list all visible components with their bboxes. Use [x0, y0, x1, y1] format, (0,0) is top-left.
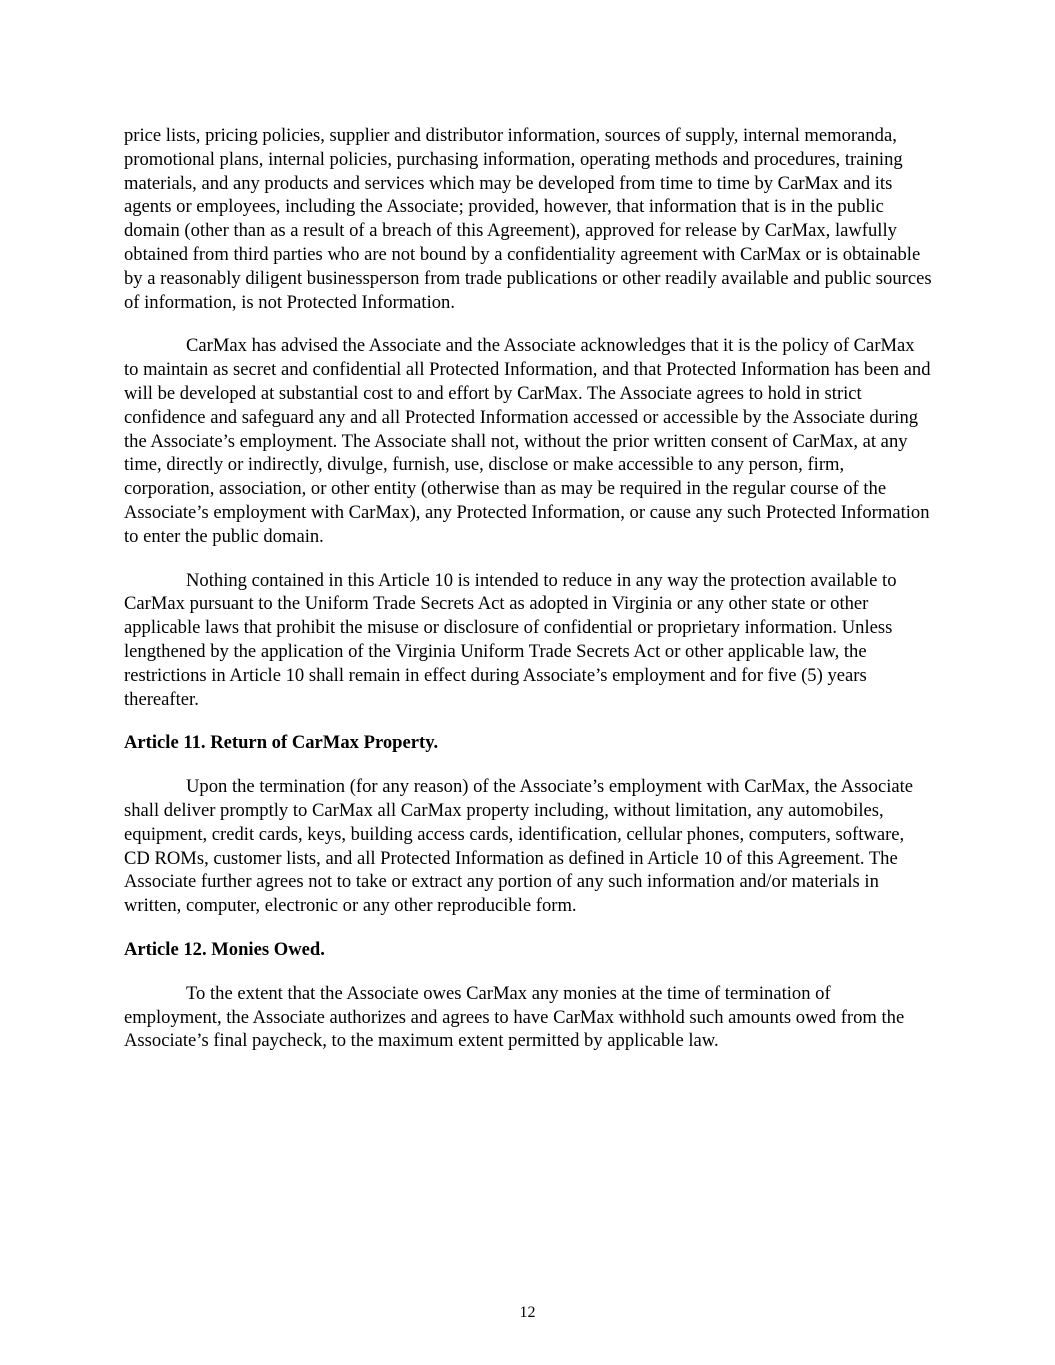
paragraph-confidentiality-policy: CarMax has advised the Associate and the Associate acknowledges that it is the policy of CarMax to maintain as secret and confidential all Protected Information, and that Protected Information has been and will be developed at substantial cost to and effort by CarMax. The Associate agrees to hold in strict confidence and safeguard any and all Protected Information accessed or accessible by the Associate during the Associate’s employment. The Associate shall not, without the prior written consent of CarMax, at any time, directly or indirectly, divulge, furnish, use, disclose or make accessible to any person, firm, corporation, association, or other entity (otherwise than as may be required in the regular course of the Associate’s employment with CarMax), any Protected Information, or cause any such Protected Information to enter the public domain.: [124, 335, 931, 547]
paragraph-protected-information-definition: price lists, pricing policies, supplier and distributor information, sources of supply, internal memoranda, promotional plans, internal policies, purchasing information, operating methods and procedures, training materials, and any products and services which may be developed from time to time by CarMax and its agents or employees, including the Associate; provided, however, that information that is in the public domain (other than as a result of a breach of this Agreement), approved for release by CarMax, lawfully obtained from third parties who are not bound by a confidentiality agreement with CarMax or is obtainable by a reasonably diligent businessperson from trade publications or other readily available and public sources of information, is not Protected Information.: [124, 125, 932, 313]
paragraph-return-of-property: Upon the termination (for any reason) of the Associate’s employment with CarMax, the Associate shall deliver promptly to CarMax all CarMax property including, without limitation, any automobiles, equipment, credit cards, keys, building access cards, identification, cellular phones, computers, software, CD ROMs, customer lists, and all Protected Information as defined in Article 10 of this Agreement. The Associate further agrees not to take or extract any portion of any such information and/or materials in written, computer, electronic or any other reproducible form.: [124, 776, 914, 917]
paragraph-monies-owed: To the extent that the Associate owes CarMax any monies at the time of termination of employment, the Associate authorizes and agrees to have CarMax withhold such amounts owed from the Associate’s final paycheck, to the maximum extent permitted by applicable law.: [124, 982, 905, 1052]
heading-article-11: Article 11. Return of CarMax Property.: [124, 732, 439, 754]
document-body: [124, 124, 932, 1073]
paragraph-trade-secrets-act: Nothing contained in this Article 10 is intended to reduce in any way the protection available to CarMax pursuant to the Uniform Trade Secrets Act as adopted in Virginia or any other state or other applicable laws that prohibit the misuse or disclosure of confidential or proprietary information. Unless lengthened by the application of the Virginia Uniform Trade Secrets Act or other applicable law, the restrictions in Article 10 shall remain in effect during Associate’s employment and for five (5) years thereafter.: [124, 569, 897, 710]
page-number: 12: [519, 1304, 536, 1321]
heading-article-12: Article 12. Monies Owed.: [124, 938, 325, 960]
